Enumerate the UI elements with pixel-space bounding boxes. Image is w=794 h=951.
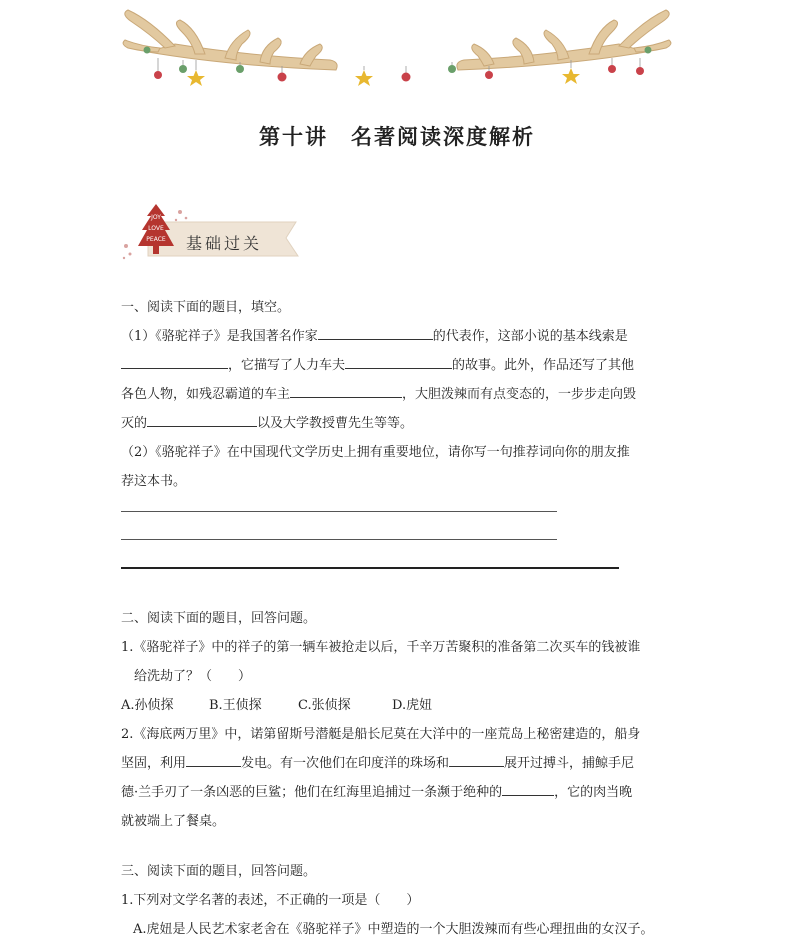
answer-blank[interactable] — [147, 413, 257, 427]
s1-q1-line1 — [121, 325, 628, 344]
answer-blank[interactable] — [186, 753, 241, 767]
s2-q2-line1: 2.《海底两万里》中，诺第留斯号潜艇是船长尼莫在大洋中的一座荒岛上秘密建造的，船身 — [121, 727, 641, 742]
answer-blank[interactable] — [318, 326, 433, 340]
s2-q2-text-b: 发电。有一次他们在印度洋的珠场和 — [241, 756, 450, 771]
tree-word-joy: JOY — [151, 214, 161, 221]
option-c[interactable]: C.张侦探 — [298, 698, 351, 713]
left-antler — [123, 10, 337, 70]
tree-word-love: LOVE — [148, 225, 164, 232]
s2-q2-text-c: 展开过搏斗，捕鲸手尼 — [504, 756, 635, 771]
s2-q2-text-d: 德·兰手刃了一条凶恶的巨鲨；他们在红海里追捕过一条濒于绝种的 — [121, 785, 503, 800]
section-3-heading: 三、阅读下面的题目，回答问题。 — [121, 864, 317, 879]
badge-label: 基础过关 — [186, 234, 263, 253]
answer-blank[interactable] — [345, 355, 452, 369]
option-b[interactable]: B.王侦探 — [209, 698, 262, 713]
s2-q2-text-a: 坚固，利用 — [121, 756, 187, 771]
s2-q1-options — [121, 694, 432, 713]
s1-q1-text-a: （1）《骆驼祥子》是我国著名作家 — [121, 329, 318, 344]
page-title: 第十讲 名著阅读深度解析 — [259, 124, 535, 149]
answer-line[interactable] — [121, 567, 619, 569]
s2-q2-line4: 就被端上了餐桌。 — [121, 814, 226, 829]
option-a[interactable]: A.孙侦探 — [121, 698, 174, 713]
answer-blank[interactable] — [502, 782, 554, 796]
s2-q2-line2 — [121, 752, 634, 771]
s2-q1-line1: 1.《骆驼祥子》中的祥子的第一辆车被抢走以后，千辛万苦聚积的准备第二次买车的钱被谁 — [121, 640, 641, 655]
answer-blank[interactable] — [449, 753, 504, 767]
s1-q1-text-e: 各色人物，如残忍霸道的车主 — [121, 387, 291, 402]
answer-line[interactable] — [121, 539, 557, 540]
s2-q2-text-e: ，它的肉当晚 — [554, 785, 633, 800]
s1-q2-line1: （2）《骆驼祥子》在中国现代文学历史上拥有重要地位，请你写一句推荐词向你的朋友推 — [121, 445, 630, 460]
s1-q2-line2: 荐这本书。 — [121, 474, 187, 489]
section-2-heading: 二、阅读下面的题目，回答问题。 — [121, 611, 317, 626]
s3-q1-option-a[interactable]: A.虎妞是人民艺术家老舍在《骆驼祥子》中塑造的一个大胆泼辣而有些心理扭曲的女汉子。 — [133, 922, 654, 937]
antler-header-decoration — [0, 0, 794, 100]
s1-q1-text-h: 以及大学教授曹先生等等。 — [257, 416, 414, 431]
right-antler — [457, 10, 671, 70]
s1-q1-line2 — [121, 354, 634, 373]
s1-q1-text-c: ，它描写了人力车夫 — [228, 358, 346, 373]
answer-line[interactable] — [121, 511, 557, 512]
answer-blank[interactable] — [121, 355, 228, 369]
s2-q2-line3 — [121, 781, 632, 800]
s1-q1-text-f: ，大胆泼辣而有点变态的，一步步走向毁 — [402, 387, 637, 402]
answer-blank[interactable] — [290, 384, 402, 398]
section-1-heading: 一、阅读下面的题目，填空。 — [121, 300, 291, 315]
s2-q1-line2: 给洗劫了？（ ） — [134, 669, 252, 684]
s1-q1-text-b: 的代表作，这部小说的基本线索是 — [432, 329, 628, 344]
s1-q1-line4 — [121, 412, 413, 431]
s1-q1-text-d: 的故事。此外，作品还写了其他 — [452, 358, 635, 373]
s3-q1: 1.下列对文学名著的表述，不正确的一项是（ ） — [121, 893, 420, 908]
option-d[interactable]: D.虎妞 — [392, 698, 433, 713]
s1-q1-line3 — [121, 383, 636, 402]
tree-word-peace: PEACE — [146, 236, 166, 243]
s1-q1-text-g: 灭的 — [121, 416, 148, 431]
